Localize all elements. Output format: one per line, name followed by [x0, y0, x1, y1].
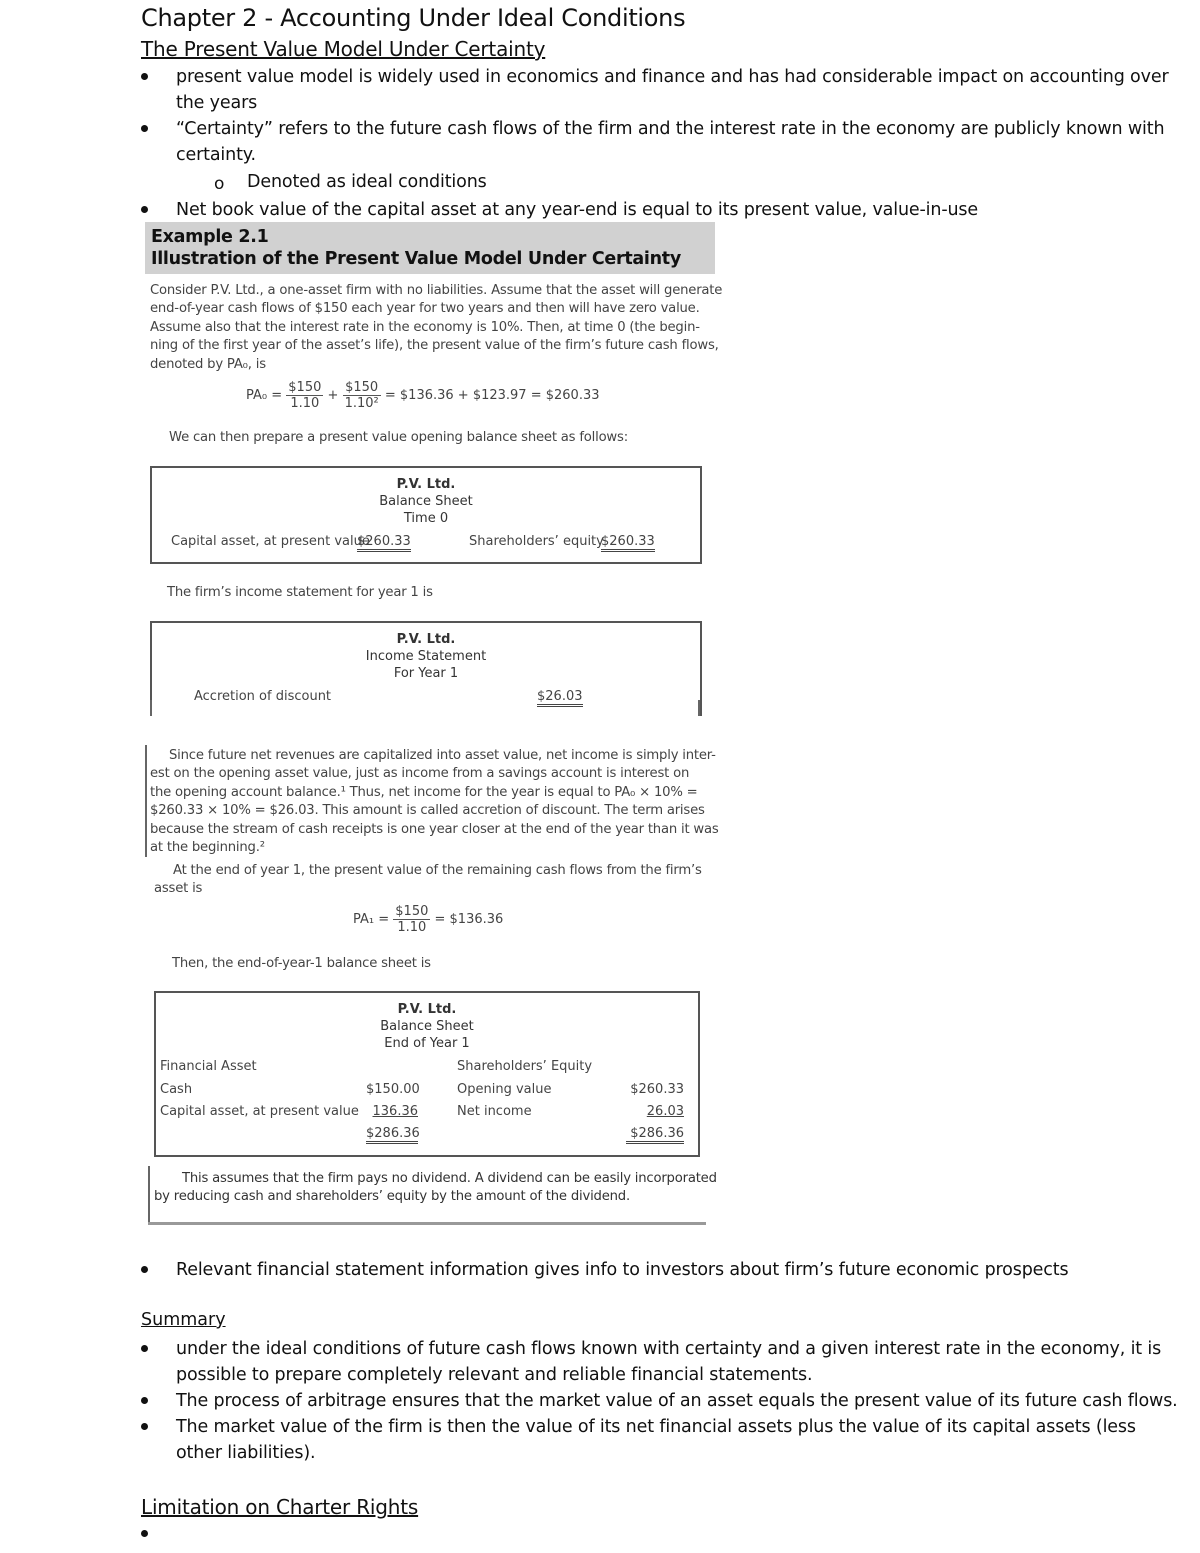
eq-lhs: PA₀ =: [246, 388, 283, 403]
example-body: [150, 747, 719, 857]
asset-value: $260.33: [357, 534, 411, 552]
cash-value: $150.00: [366, 1082, 420, 1097]
balance-sheet-time0: [150, 466, 702, 564]
text-line: This assumes that the firm pays no dividend. A dividend can be easily incorporated: [182, 1171, 717, 1186]
text-line: Consider P.V. Ltd., a one-asset firm with no liabilities. Assume that the asset will generate: [150, 283, 723, 298]
company-name: P.V. Ltd.: [396, 632, 456, 647]
bullet-text: The process of arbitrage ensures that the market value of an asset equals the present value of its future cash flows.: [176, 1391, 1178, 1411]
denominator: 1.10: [290, 396, 320, 411]
statement-heading: [156, 1001, 698, 1052]
side-rule: [698, 700, 700, 716]
example-title: Illustration of the Present Value Model Under Certainty: [151, 249, 681, 269]
lead-income-statement: The firm’s income statement for year 1 is: [167, 585, 433, 600]
bullet-text: “Certainty” refers to the future cash flows of the firm and the interest rate in the economy are publicly known with certainty.: [176, 119, 1165, 165]
lead-balance-sheet-1: Then, the end-of-year-1 balance sheet is: [172, 956, 431, 971]
section-title: The Present Value Model Under Certainty: [141, 37, 546, 61]
equation-pa1: [353, 904, 503, 935]
text-line: At the end of year 1, the present value of the remaining cash flows from the firm’s: [173, 863, 702, 878]
chapter-title: Chapter 2 - Accounting Under Ideal Conditions: [141, 4, 686, 32]
text-line: because the stream of cash receipts is one year closer at the end of the year than it was: [150, 821, 719, 837]
statement-heading: [152, 476, 700, 527]
denominator: 1.10²: [344, 396, 379, 411]
text-line: denoted by PA₀, is: [150, 356, 266, 372]
text-line: the opening account balance.¹ Thus, net income for the year is equal to PA₀ × 10% =: [150, 784, 698, 800]
fraction: [393, 904, 430, 935]
net-income-value: 26.03: [646, 1104, 684, 1119]
text-line: by reducing cash and shareholders’ equity by the amount of the dividend.: [154, 1189, 630, 1205]
company-name: P.V. Ltd.: [397, 1002, 457, 1017]
limitation-heading: Limitation on Charter Rights: [141, 1495, 419, 1519]
right-total: $286.36: [626, 1126, 684, 1144]
text-line: at the beginning.²: [150, 840, 265, 856]
fraction: [343, 380, 381, 411]
side-rule: [148, 1166, 150, 1224]
company-name: P.V. Ltd.: [396, 477, 456, 492]
text-line: Assume also that the interest rate in the economy is 10%. Then, at time 0 (the begin-: [150, 319, 700, 335]
example-label: Example 2.1: [151, 227, 269, 247]
sub-bullet-marker: o: [214, 174, 225, 194]
eq-rhs: = $136.36 + $123.97 = $260.33: [384, 388, 600, 403]
asset-label: Capital asset, at present value: [171, 534, 370, 549]
bullet-text: Relevant financial statement information gives info to investors about firm’s future economic prospects: [176, 1260, 1069, 1280]
text-line: Since future net revenues are capitalized into asset value, net income is simply inter-: [169, 748, 716, 763]
statement-name: Income Statement: [365, 649, 487, 664]
bullet-text: under the ideal conditions of future cash flows known with certainty and a given interest rate in the economy, it is possible to prepare completely relevant and reliable financial statements.: [176, 1339, 1162, 1385]
sub-bullet-text: Denoted as ideal conditions: [247, 172, 487, 192]
eq-lhs: PA₁ =: [353, 912, 390, 927]
statement-name: Balance Sheet: [379, 494, 473, 509]
statement-period: Time 0: [403, 511, 449, 526]
dividend-note: [154, 1170, 717, 1207]
fraction: [286, 380, 323, 411]
equation-pa0: [246, 380, 600, 411]
statement-heading: [152, 631, 700, 682]
right-section-header: Shareholders’ Equity: [457, 1059, 593, 1074]
capital-asset-label: Capital asset, at present value: [160, 1104, 359, 1119]
statement-period: For Year 1: [393, 666, 459, 681]
left-total: $286.36: [366, 1126, 418, 1144]
bullet-text: Net book value of the capital asset at any year-end is equal to its present value, value-in-use: [176, 200, 979, 220]
statement-period: End of Year 1: [384, 1036, 470, 1051]
side-rule: [150, 700, 152, 716]
lead-balance-sheet-0: We can then prepare a present value opening balance sheet as follows:: [169, 430, 628, 445]
accretion-value: $26.03: [537, 689, 583, 707]
text-line: ning of the first year of the asset’s life), the present value of the firm’s future cash flows,: [150, 338, 719, 354]
end-of-year-text: [154, 862, 714, 899]
equity-label: Shareholders’ equity: [469, 534, 604, 549]
example-bottom-rule: [148, 1222, 706, 1225]
bullet-text: The market value of the firm is then the value of its net financial assets plus the value of its capital assets (less other liabilities).: [176, 1417, 1136, 1463]
eq-rhs: = $136.36: [434, 912, 504, 927]
balance-sheet-year1: [154, 991, 700, 1157]
equity-value: $260.33: [601, 534, 655, 552]
cash-label: Cash: [160, 1082, 193, 1097]
text-line: $260.33 × 10% = $26.03. This amount is called accretion of discount. The term arises: [150, 803, 705, 819]
accretion-label: Accretion of discount: [194, 689, 332, 704]
summary-heading: Summary: [141, 1310, 226, 1330]
text-line: est on the opening asset value, just as income from a savings account is interest on: [150, 766, 690, 782]
net-income-label: Net income: [457, 1104, 532, 1119]
example-header: [151, 226, 681, 270]
side-rule: [145, 745, 147, 857]
text-line: end-of-year cash flows of $150 each year for two years and then will have zero value.: [150, 301, 700, 317]
opening-value-label: Opening value: [457, 1082, 552, 1097]
numerator: $150: [288, 380, 322, 395]
numerator: $150: [395, 904, 429, 919]
opening-value: $260.33: [630, 1082, 684, 1097]
plus-sign: +: [327, 388, 339, 403]
numerator: $150: [343, 380, 381, 396]
capital-asset-value: 136.36: [372, 1104, 418, 1119]
statement-name: Balance Sheet: [380, 1019, 474, 1034]
statement-cutoff: [150, 716, 702, 744]
denominator: 1.10: [397, 920, 427, 935]
example-intro: [150, 282, 723, 374]
text-line: asset is: [154, 881, 203, 897]
bullet-text: present value model is widely used in economics and finance and has had considerable impact on accounting over the years: [176, 67, 1169, 113]
left-section-header: Financial Asset: [160, 1059, 257, 1074]
